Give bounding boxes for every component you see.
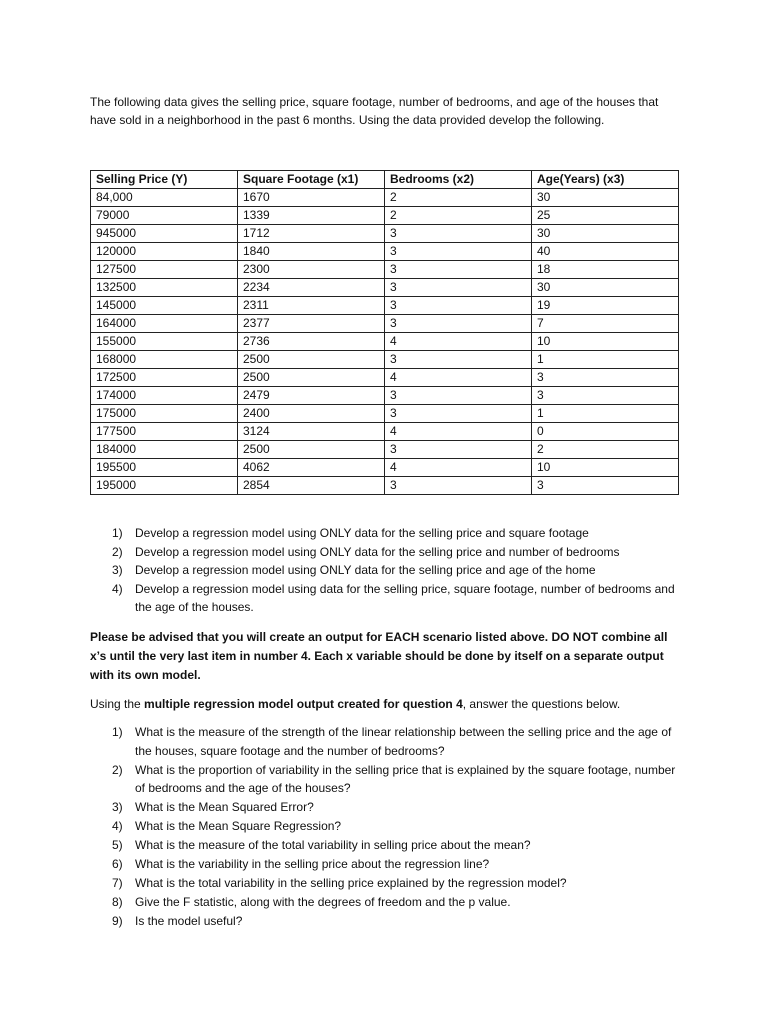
table-row (91, 477, 679, 495)
cell-bedrooms: 3 (385, 441, 532, 459)
cell-square-footage: 2300 (238, 261, 385, 279)
cell-selling-price: 175000 (91, 405, 238, 423)
question-item-text: What is the Mean Squared Error? (135, 800, 314, 814)
cell-age: 2 (532, 441, 679, 459)
table-header-row (91, 171, 679, 189)
question-item-number: 7) (112, 876, 123, 890)
cell-square-footage: 4062 (238, 459, 385, 477)
table-row (91, 387, 679, 405)
task-item-text: Develop a regression model using ONLY data for the selling price and number of bedrooms (135, 544, 620, 559)
instructions-line (90, 695, 680, 713)
question-item-number: 6) (112, 857, 123, 871)
cell-selling-price: 145000 (91, 297, 238, 315)
task-item-number: 2) (112, 544, 123, 559)
task-item (90, 524, 680, 543)
question-item-number: 8) (112, 895, 123, 909)
cell-selling-price: 127500 (91, 261, 238, 279)
cell-age: 3 (532, 369, 679, 387)
cell-selling-price: 195000 (91, 477, 238, 495)
cell-bedrooms: 4 (385, 333, 532, 351)
table-row (91, 351, 679, 369)
cell-square-footage: 1712 (238, 225, 385, 243)
question-item-number: 1) (112, 725, 123, 739)
question-item (90, 836, 680, 855)
header-age: Age(Years) (x3) (532, 171, 679, 189)
task-item-number: 3) (112, 563, 123, 577)
cell-age: 3 (532, 477, 679, 495)
cell-square-footage: 1670 (238, 189, 385, 207)
cell-age: 19 (532, 297, 679, 315)
cell-age: 30 (532, 225, 679, 243)
table-row (91, 243, 679, 261)
cell-selling-price: 174000 (91, 387, 238, 405)
question-item-number: 3) (112, 800, 123, 814)
instructions-suffix: , answer the questions below. (462, 697, 621, 711)
table-row (91, 297, 679, 315)
question-item-text: Give the F statistic, along with the degrees of freedom and the p value. (135, 895, 511, 909)
cell-selling-price: 172500 (91, 369, 238, 387)
cell-age: 40 (532, 243, 679, 261)
cell-bedrooms: 3 (385, 297, 532, 315)
cell-age: 3 (532, 387, 679, 405)
table-row (91, 333, 679, 351)
instructions-prefix: Using the (90, 697, 145, 711)
task-list (90, 524, 680, 617)
cell-selling-price: 195500 (91, 459, 238, 477)
task-item-text: Develop a regression model using ONLY data for the selling price and square footage (135, 526, 589, 540)
cell-age: 30 (532, 279, 679, 297)
cell-square-footage: 2500 (238, 369, 385, 387)
cell-selling-price: 132500 (91, 279, 238, 297)
cell-bedrooms: 2 (385, 189, 532, 207)
header-square-footage: Square Footage (x1) (238, 171, 385, 189)
question-item-text: What is the variability in the selling price about the regression line? (135, 857, 490, 871)
task-item-number: 1) (112, 526, 123, 540)
question-item-text: Is the model useful? (135, 914, 243, 928)
cell-age: 1 (532, 351, 679, 369)
cell-bedrooms: 3 (385, 387, 532, 405)
table-row (91, 459, 679, 477)
question-item-text: What is the Mean Square Regression? (135, 819, 342, 833)
cell-square-footage: 2500 (238, 441, 385, 459)
question-item (90, 723, 680, 760)
question-item-text: What is the measure of the strength of the linear relationship between the selling price and the age of the houses, square footage and the number of bedrooms? (135, 725, 672, 758)
table-row (91, 369, 679, 387)
header-bedrooms: Bedrooms (x2) (385, 171, 532, 189)
cell-bedrooms: 3 (385, 279, 532, 297)
cell-bedrooms: 4 (385, 369, 532, 387)
task-item (90, 561, 680, 580)
intro-paragraph: The following data gives the selling price, square footage, number of bedrooms, and age of the houses that have sold in a neighborhood in the past 6 months. Using the data provided develop the following. (90, 95, 659, 127)
cell-square-footage: 1840 (238, 243, 385, 261)
cell-bedrooms: 3 (385, 315, 532, 333)
cell-square-footage: 2400 (238, 405, 385, 423)
table-row (91, 207, 679, 225)
table-row (91, 225, 679, 243)
cell-age: 7 (532, 315, 679, 333)
table-row (91, 405, 679, 423)
task-item (90, 580, 680, 617)
table-row (91, 261, 679, 279)
cell-age: 1 (532, 405, 679, 423)
cell-selling-price: 164000 (91, 315, 238, 333)
question-list (90, 723, 680, 931)
table-row (91, 315, 679, 333)
cell-age: 10 (532, 333, 679, 351)
cell-bedrooms: 4 (385, 459, 532, 477)
question-item (90, 798, 680, 817)
cell-square-footage: 2479 (238, 387, 385, 405)
cell-age: 10 (532, 459, 679, 477)
question-item-text: What is the proportion of variability in the selling price that is explained by the square footage, number of bedrooms and the age of the houses? (135, 762, 676, 795)
cell-bedrooms: 3 (385, 243, 532, 261)
cell-square-footage: 2311 (238, 297, 385, 315)
cell-bedrooms: 2 (385, 207, 532, 225)
table-row (91, 279, 679, 297)
cell-bedrooms: 4 (385, 423, 532, 441)
house-data-table (90, 170, 679, 495)
cell-bedrooms: 3 (385, 261, 532, 279)
cell-selling-price: 184000 (91, 441, 238, 459)
notice-paragraph: Please be advised that you will create an output for EACH scenario listed above. DO NOT combine all x’s until the very last item in number 4. Each x variable should be done by itself on a separate output with its own model. (90, 630, 668, 682)
question-item-number: 9) (112, 914, 123, 928)
cell-age: 30 (532, 189, 679, 207)
table-row (91, 423, 679, 441)
question-item (90, 855, 680, 874)
instructions-bold: multiple regression model output created for question 4 (144, 697, 463, 711)
cell-selling-price: 168000 (91, 351, 238, 369)
task-item-number: 4) (112, 581, 123, 596)
cell-square-footage: 2377 (238, 315, 385, 333)
question-item (90, 874, 680, 893)
cell-bedrooms: 3 (385, 405, 532, 423)
cell-square-footage: 2500 (238, 351, 385, 369)
task-item (90, 543, 680, 562)
task-item-text: Develop a regression model using data for the selling price, square footage, number of bedrooms and the age of the houses. (135, 581, 675, 614)
question-item (90, 817, 680, 836)
cell-age: 25 (532, 207, 679, 225)
question-item (90, 893, 680, 912)
question-item-number: 5) (112, 838, 123, 852)
table-row (91, 189, 679, 207)
cell-bedrooms: 3 (385, 225, 532, 243)
cell-square-footage: 3124 (238, 423, 385, 441)
cell-selling-price: 79000 (91, 207, 238, 225)
table-row (91, 441, 679, 459)
question-item-text: What is the total variability in the selling price explained by the regression model? (135, 876, 567, 890)
cell-bedrooms: 3 (385, 477, 532, 495)
cell-bedrooms: 3 (385, 351, 532, 369)
cell-selling-price: 120000 (91, 243, 238, 261)
cell-selling-price: 84,000 (91, 189, 238, 207)
header-selling-price: Selling Price (Y) (91, 171, 238, 189)
question-item-text: What is the measure of the total variability in selling price about the mean? (135, 838, 531, 852)
cell-selling-price: 177500 (91, 423, 238, 441)
task-item-text: Develop a regression model using ONLY data for the selling price and age of the home (135, 563, 596, 577)
cell-square-footage: 2854 (238, 477, 385, 495)
question-item-number: 4) (112, 819, 123, 833)
cell-age: 0 (532, 423, 679, 441)
cell-square-footage: 1339 (238, 207, 385, 225)
cell-selling-price: 155000 (91, 333, 238, 351)
cell-age: 18 (532, 261, 679, 279)
cell-selling-price: 945000 (91, 225, 238, 243)
table-body (91, 189, 679, 495)
question-item (90, 912, 680, 931)
cell-square-footage: 2234 (238, 279, 385, 297)
cell-square-footage: 2736 (238, 333, 385, 351)
question-item (90, 761, 680, 798)
question-item-number: 2) (112, 762, 123, 777)
